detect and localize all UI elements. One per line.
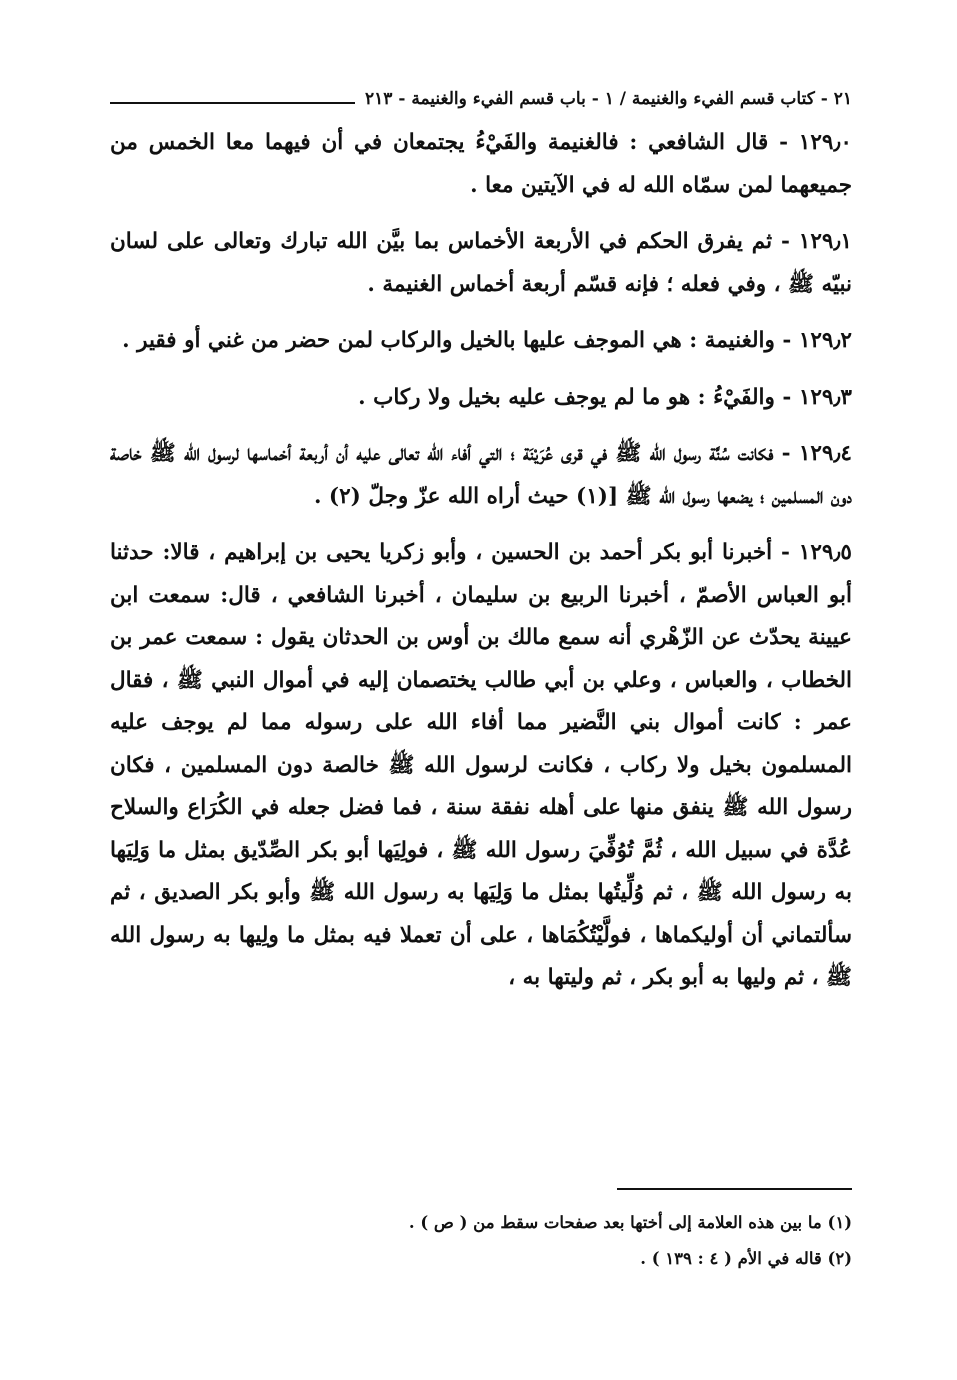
header-rule <box>110 102 355 104</box>
paragraph-number: ١٢٩٫٤ - <box>781 441 852 466</box>
paragraph-number: ١٢٩٫٥ - <box>781 540 852 565</box>
paragraph-number: ١٢٩٫٠ - <box>779 130 852 155</box>
paragraph-text: ثم يفرق الحكم في الأربعة الأخماس بما بيَّن الله تبارك وتعالى على لسان نبيّه ﷺ ، وفي فعله ؛ فإنه قسّم أربعة أخماس الغنيمة . <box>110 229 852 297</box>
paragraph-129-4 <box>110 433 852 518</box>
paragraph-text: والفَيْءُ : هو ما لم يوجف عليه بخيل ولا ركاب . <box>358 384 775 410</box>
paragraph-text: والغنيمة : هي الموجف عليها بالخيل والركاب لمن حضر من غني أو فقير . <box>122 328 775 353</box>
footnotes <box>110 1205 852 1277</box>
paragraph-129-3 <box>110 377 852 420</box>
paragraph-number: ١٢٩٫١ - <box>780 229 852 254</box>
footnote-2: (٢) قاله في الأم ( ٤ : ١٣٩ ) . <box>640 1249 852 1268</box>
running-header-text: ٢١ - كتاب قسم الفيء والغنيمة / ١ - باب قسم الفيء والغنيمة - ٢١٣ <box>365 89 852 109</box>
main-text <box>110 122 852 1000</box>
paragraph-text: قال الشافعي : فالغنيمة والفَيْءُ يجتمعان في أن فيهما معا الخمس من جميعهما لمن سمّاه الله له في الآيتين معا . <box>110 130 852 198</box>
paragraph-129-1 <box>110 221 852 306</box>
footnote-separator <box>617 1188 852 1190</box>
footnote-1: (١) ما بين هذه العلامة إلى أختها بعد صفحات سقط من ( ص ) . <box>408 1213 852 1232</box>
running-header <box>110 70 852 110</box>
paragraph-number: ١٢٩٫٣ - <box>782 384 852 410</box>
paragraph-129-5 <box>110 532 852 1000</box>
paragraph-number: ١٢٩٫٢ - <box>782 328 852 353</box>
paragraph-129-0 <box>110 122 852 207</box>
paragraph-text: فكانت سُنَّة رسول الله ﷺ في قرى عُرَيْنَة ؛ التي أفاء الله تعالى عليه أن أربعة أخماسها لرسول الله ﷺ خاصة دون المسلمين ؛ يضعها رسول الله ﷺ [(١) حيث أراه الله عزّ وجلّ (٢) . <box>110 441 852 509</box>
book-page <box>110 70 852 1360</box>
paragraph-129-2 <box>110 320 852 363</box>
paragraph-text: أخبرنا أبو بكر أحمد بن الحسين ، وأبو زكريا يحيى بن إبراهيم ، قالا: حدثنا أبو العباس الأصمّ ، أخبرنا الربيع بن سليمان ، أخبرنا الشافعي ، قال: سمعت ابن عيينة يحدّث عن الزّهْري أنه سمع مالك بن أوس بن الحدثان يقول : سمعت عمر بن الخطاب ، والعباس ، وعلي بن أبي طالب يختصمان إليه في أموال النبي ﷺ ، فقال عمر : كانت أموال بني النَّضير مما أفاء الله على رسوله مما لم يوجف عليه المسلمون بخيل ولا ركاب ، فكانت لرسول الله ﷺ خالصة دون المسلمين ، فكان رسول الله ﷺ ينفق منها على أهله نفقة سنة ، فما فضل جعله في الكُرَاع والسلاح عُدَّة في سبيل الله ، ثُمَّ تُوُفِّيَ رسول الله ﷺ ، فولِيَها أبو بكر الصِّدّيق بمثل ما وَلِيَها به رسول الله ﷺ ، ثم وُلِّيتُها بمثل ما وَلِيَها به رسول الله ﷺ وأبو بكر الصديق ، ثم سألتماني أن أوليكماها ، فولَّيْتُكُمَاها ، على أن تعملا فيه بمثل ما ولِيها به رسول الله ﷺ ، ثم وليها به أبو بكر ، ثم وليتها به ، <box>110 540 852 990</box>
